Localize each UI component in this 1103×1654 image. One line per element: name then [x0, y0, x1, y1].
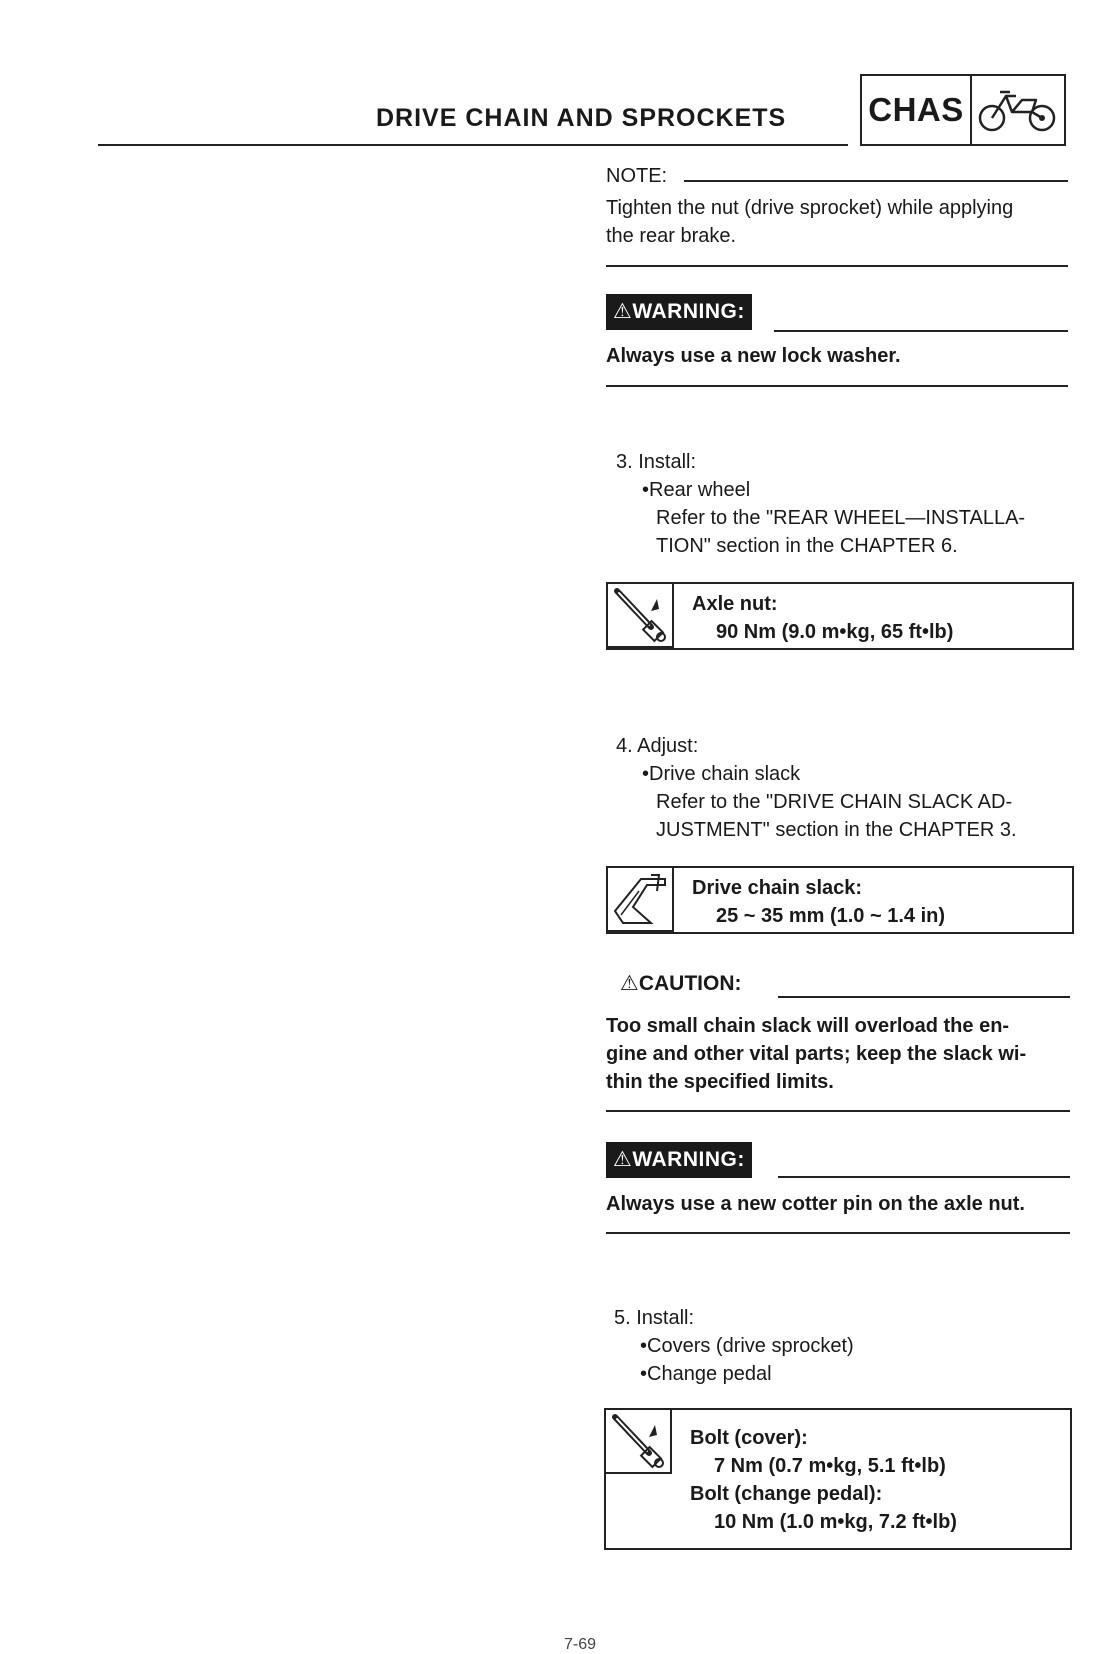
note-text-line2: the rear brake.	[606, 225, 737, 247]
warning-triangle-icon: ⚠	[613, 300, 633, 323]
caution-end-rule	[606, 1110, 1070, 1112]
note-label: NOTE:	[606, 165, 668, 187]
warning-text: Always use a new cotter pin on the axle nut.	[606, 1193, 1025, 1215]
warning-end-rule	[606, 1232, 1070, 1234]
step-heading: 3. Install:	[616, 451, 697, 473]
note-end-rule	[606, 265, 1068, 267]
spec-label: Bolt (cover):	[690, 1427, 808, 1449]
warning-triangle-icon: ⚠	[613, 1148, 633, 1171]
caution-triangle-icon: ⚠	[620, 972, 639, 995]
spec-value: 10 Nm (1.0 m•kg, 7.2 ft•lb)	[714, 1511, 957, 1533]
step-heading: 4. Adjust:	[616, 735, 699, 757]
spec-label: Bolt (change pedal):	[690, 1483, 883, 1505]
note-text-line1: Tighten the nut (drive sprocket) while applying	[606, 197, 1014, 219]
step-bullet: •Drive chain slack	[642, 763, 801, 785]
warning-rule	[774, 330, 1068, 332]
warning-end-rule	[606, 385, 1068, 387]
torque-wrench-icon	[608, 584, 674, 648]
warning-badge	[606, 1142, 752, 1178]
warning-badge-label: WARNING:	[632, 1148, 745, 1171]
caution-label-group	[620, 970, 741, 998]
motorcycle-icon	[972, 76, 1064, 144]
warning-rule	[778, 1176, 1070, 1178]
caliper-icon	[608, 868, 674, 932]
spec-box-bolts	[604, 1408, 1072, 1550]
step-reference-line1: Refer to the "REAR WHEEL—INSTALLA-	[656, 507, 1026, 529]
note-rule	[684, 180, 1068, 182]
caution-rule	[778, 996, 1070, 998]
spec-box-axle-nut	[606, 582, 1074, 650]
section-badge	[860, 74, 1066, 146]
caution-text-line2: gine and other vital parts; keep the slack wi-	[606, 1043, 1027, 1065]
torque-wrench-icon	[606, 1410, 672, 1474]
step-heading: 5. Install:	[614, 1307, 695, 1329]
section-badge-label: CHAS	[862, 76, 972, 144]
page-title: DRIVE CHAIN AND SPROCKETS	[376, 104, 787, 132]
step-reference-line1: Refer to the "DRIVE CHAIN SLACK AD-	[656, 791, 1013, 813]
warning-badge	[606, 294, 752, 330]
spec-value: 7 Nm (0.7 m•kg, 5.1 ft•lb)	[714, 1455, 946, 1477]
step-bullet: •Change pedal	[640, 1363, 772, 1385]
page-number: 7-69	[564, 1636, 597, 1653]
spec-box-chain-slack	[606, 866, 1074, 934]
step-bullet: •Covers (drive sprocket)	[640, 1335, 854, 1357]
caution-text-line3: thin the specified limits.	[606, 1071, 834, 1093]
warning-badge-label: WARNING:	[632, 300, 745, 323]
caution-label: CAUTION:	[638, 972, 742, 995]
step-bullet: •Rear wheel	[642, 479, 751, 501]
caution-text-line1: Too small chain slack will overload the en-	[606, 1015, 1010, 1037]
spec-label: Drive chain slack:	[692, 877, 863, 899]
spec-value: 90 Nm (9.0 m•kg, 65 ft•lb)	[716, 621, 954, 643]
spec-label: Axle nut:	[692, 593, 778, 615]
warning-text: Always use a new lock washer.	[606, 345, 901, 367]
spec-value: 25 ~ 35 mm (1.0 ~ 1.4 in)	[716, 905, 946, 927]
title-rule	[98, 144, 848, 146]
step-reference-line2: TION" section in the CHAPTER 6.	[656, 535, 958, 557]
step-reference-line2: JUSTMENT" section in the CHAPTER 3.	[656, 819, 1017, 841]
